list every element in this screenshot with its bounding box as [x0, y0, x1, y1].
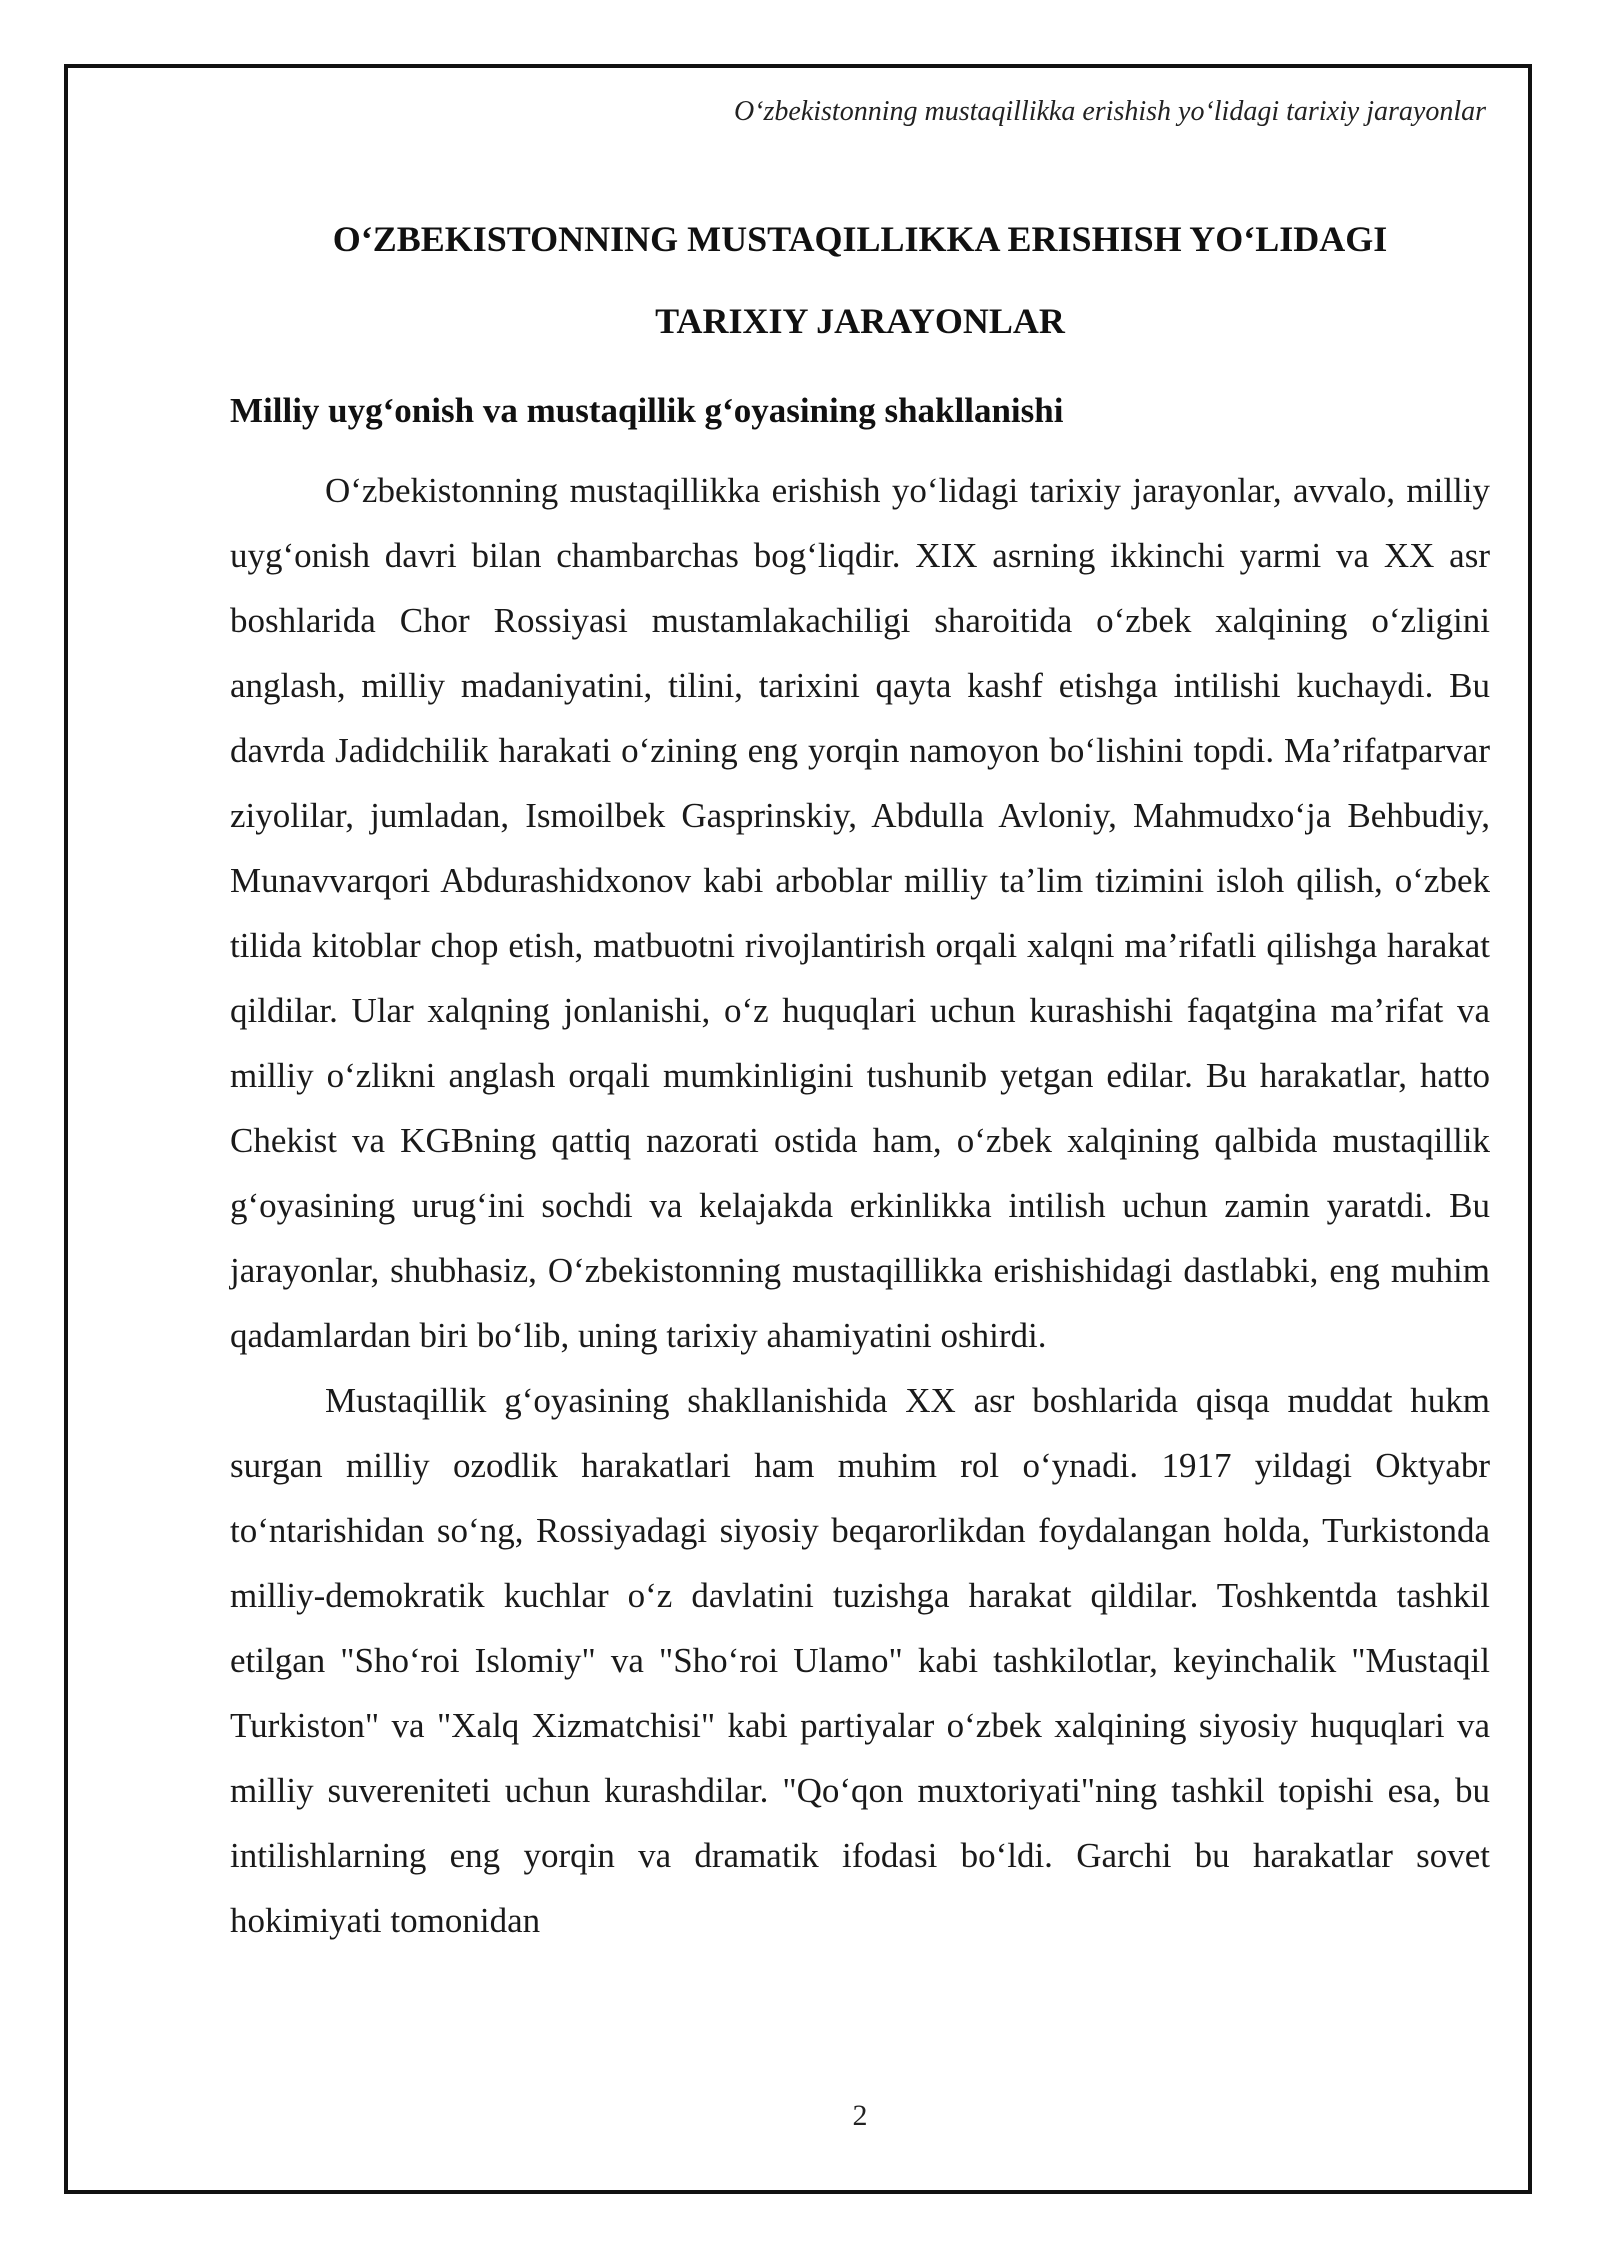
paragraph: Mustaqillik g‘oyasining shakllanishida XX asr boshlarida qisqa muddat hukm surgan milliy ozodlik harakatlari ham muhim rol o‘ynadi. 1917 yildagi Oktyabr to‘ntarishidan so‘ng, Rossiyadagi siyosiy beqarorlikdan foydalangan holda, Turkistonda milliy-demokratik kuchlar o‘z davlatini tuzishga harakat qildilar. Toshkentda tashkil etilgan "Sho‘roi Islomiy" va "Sho‘roi Ulamo" kabi tashkilotlar, keyinchalik "Mustaqil Turkiston" va "Xalq Xizmatchisi" kabi partiyalar o‘zbek xalqining siyosiy huquqlari va milliy suvereniteti uchun kurashdilar. "Qo‘qon muxtoriyati"ning tashkil topishi esa, bu intilishlarning eng yorqin va dramatik ifodasi bo‘ldi. Garchi bu harakatlar sovet hokimiyati tomonidan — [230, 1381, 1490, 1940]
section-heading: Milliy uyg‘onish va mustaqillik g‘oyasining shakllanishi — [230, 391, 1064, 430]
running-header: O‘zbekistonning mustaqillikka erishish yo‘lidagi tarixiy jarayonlar — [733, 96, 1486, 127]
document-title-line-2: TARIXIY JARAYONLAR — [655, 301, 1065, 341]
document-title — [230, 198, 1490, 362]
page-number: 2 — [852, 2099, 868, 2132]
body-text — [230, 458, 1490, 1953]
document-title-line-1: O‘ZBEKISTONNING MUSTAQILLIKKA ERISHISH YO‘LIDAGI — [332, 219, 1388, 259]
paragraph: O‘zbekistonning mustaqillikka erishish yo‘lidagi tarixiy jarayonlar, avvalo, milliy uyg‘onish davri bilan chambarchas bog‘liqdir. XIX asrning ikkinchi yarmi va XX asr boshlarida Chor Rossiyasi mustamlakachiligi sharoitida o‘zbek xalqining o‘zligini anglash, milliy madaniyatini, tilini, tarixini qayta kashf etishga intilishi kuchaydi. Bu davrda Jadidchilik harakati o‘zining eng yorqin namoyon bo‘lishini topdi. Ma’rifatparvar ziyolilar, jumladan, Ismoilbek Gasprinskiy, Abdulla Avloniy, Mahmudxo‘ja Behbudiy, Munavvarqori Abdurashidxonov kabi arboblar milliy ta’lim tizimini isloh qilish, o‘zbek tilida kitoblar chop etish, matbuotni rivojlantirish orqali xalqni ma’rifatli qilishga harakat qildilar. Ular xalqning jonlanishi, o‘z huquqlari uchun kurashishi faqatgina ma’rifat va milliy o‘zlikni anglash orqali mumkinligini tushunib yetgan edilar. Bu harakatlar, hatto Chekist va KGBning qattiq nazorati ostida ham, o‘zbek xalqining qalbida mustaqillik g‘oyasining urug‘ini sochdi va kelajakda erkinlikka intilish uchun zamin yaratdi. Bu jarayonlar, shubhasiz, O‘zbekistonning mustaqillikka erishishidagi dastlabki, eng muhim qadamlardan biri bo‘lib, uning tarixiy ahamiyatini oshirdi. — [230, 471, 1490, 1355]
